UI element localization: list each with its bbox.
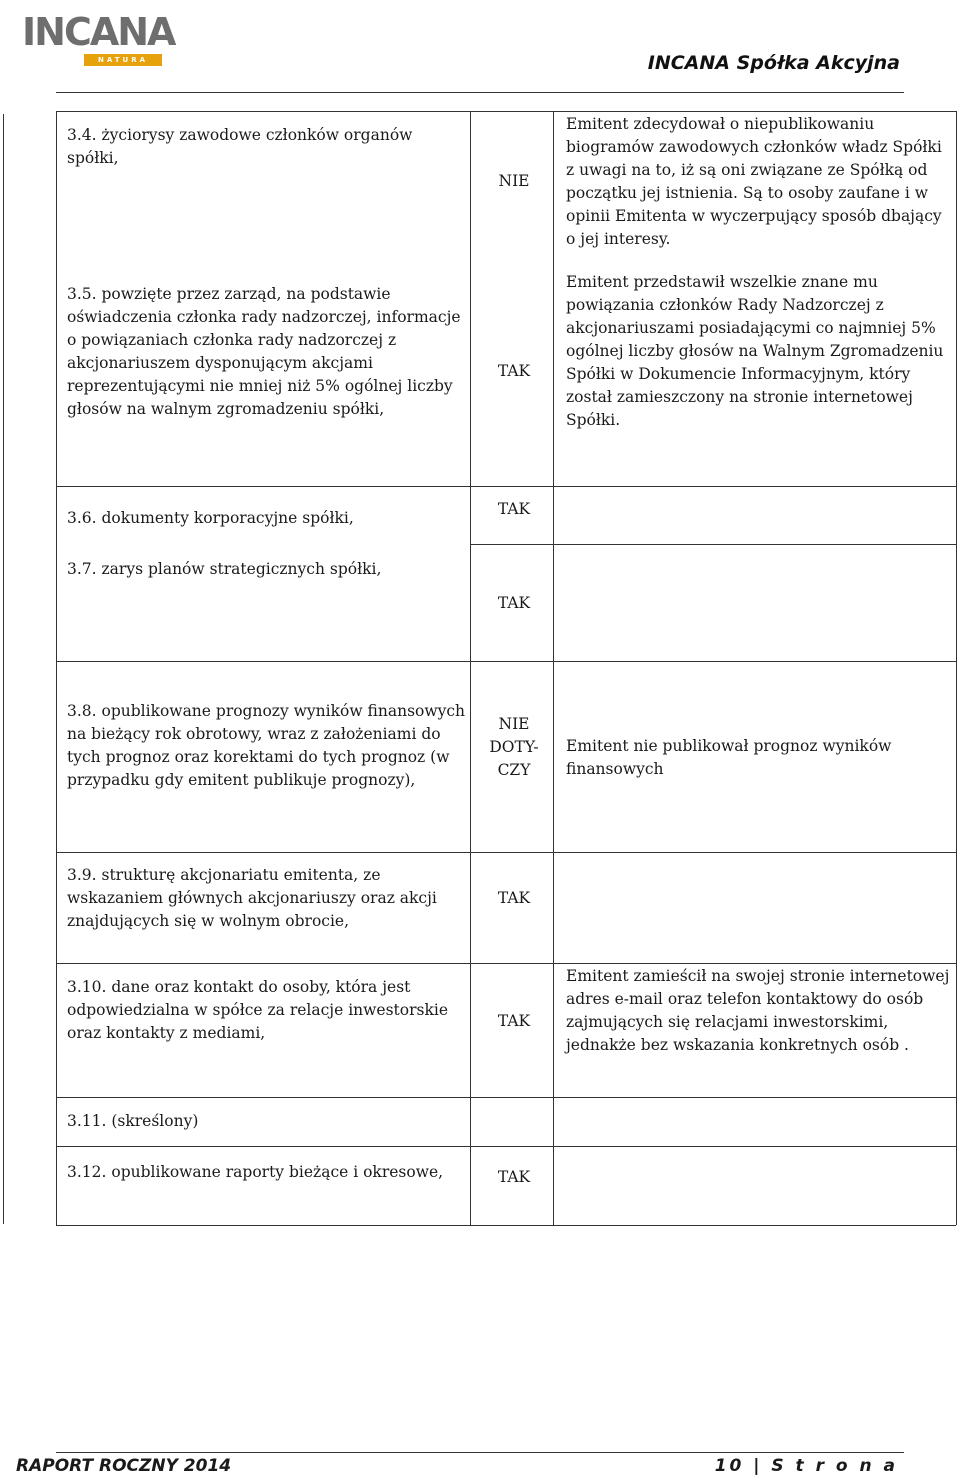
row-divider bbox=[56, 1146, 956, 1147]
row-answer: TAK bbox=[497, 889, 531, 907]
row-divider bbox=[56, 661, 956, 662]
row-divider bbox=[56, 486, 956, 487]
row-item-text: 3.8. opublikowane prognozy wyników finansowych na bieżący rok obrotowy, wraz z założeniami do tych prognoz oraz korektami do tych prognoz (w przypadku gdy emitent publikuje prognozy), bbox=[67, 702, 466, 789]
row-comment: Emitent zdecydował o niepublikowaniu biogramów zawodowych członków władz Spółki z uwagi na to, iż są oni związane ze Spółką od początku jej istnienia. Są to osoby zaufane i w opinii Emitenta w wyczerpujący sposób dbający o jej interesy. bbox=[566, 115, 942, 248]
logo-subtitle: NATURA bbox=[84, 54, 162, 66]
report-title: RAPORT ROCZNY 2014 bbox=[16, 1456, 232, 1476]
governance-table bbox=[56, 111, 957, 1225]
table-border-right bbox=[956, 111, 957, 1225]
header-divider bbox=[56, 92, 904, 93]
column-divider bbox=[470, 111, 471, 1225]
row-answer-line: CZY bbox=[497, 761, 531, 779]
row-answer: TAK bbox=[497, 362, 531, 380]
row-answer: TAK bbox=[497, 1012, 531, 1030]
company-name: INCANA Spółka Akcyjna bbox=[647, 52, 900, 74]
row-answer: TAK bbox=[497, 500, 531, 518]
row-comment: Emitent nie publikował prognoz wyników finansowych bbox=[566, 737, 892, 778]
table-border-bottom bbox=[56, 1225, 956, 1226]
incana-logo bbox=[22, 6, 175, 70]
row-divider bbox=[56, 1097, 956, 1098]
row-divider bbox=[56, 852, 956, 853]
row-answer: TAK bbox=[497, 1168, 531, 1186]
table-border-left bbox=[56, 111, 57, 1225]
row-item-text: 3.9. strukturę akcjonariatu emitenta, ze wskazaniem głównych akcjonariuszy oraz akcji znajdujących się w wolnym obrocie, bbox=[67, 866, 437, 930]
row-answer-line: DOTY- bbox=[489, 738, 539, 756]
row-item-text: 3.6. dokumenty korporacyjne spółki, bbox=[67, 509, 354, 527]
row-item-text: 3.5. powzięte przez zarząd, na podstawie oświadczenia członka rady nadzorczej, informacje o powiązaniach członka rady nadzorczej z akcjonariuszem dysponującym akcjami reprezentującymi nie mniej niż 5% ogólnej liczby głosów na walnym zgromadzeniu spółki, bbox=[67, 285, 461, 418]
column-divider bbox=[553, 111, 554, 1225]
row-item-text: 3.12. opublikowane raporty bieżące i okresowe, bbox=[67, 1163, 444, 1181]
row-comment: Emitent zamieścił na swojej stronie internetowej adres e-mail oraz telefon kontaktowy do osób zajmujących się relacjami inwestorskimi, jednakże bez wskazania konkretnych osób . bbox=[566, 967, 950, 1054]
logo-wordmark: INCANA bbox=[22, 10, 175, 54]
page-header bbox=[0, 0, 960, 100]
footer-divider bbox=[56, 1452, 904, 1453]
row-divider bbox=[470, 544, 956, 545]
row-comment: Emitent przedstawił wszelkie znane mu powiązania członków Rady Nadzorczej z akcjonariuszami posiadającymi co najmniej 5% ogólnej liczby głosów na Walnym Zgromadzeniu Spółki w Dokumencie Informacyjnym, który został zamieszczony na stronie internetowej Spółki. bbox=[566, 273, 944, 429]
table-border-top bbox=[56, 111, 956, 112]
row-answer: TAK bbox=[497, 594, 531, 612]
row-item-text: 3.11. (skreślony) bbox=[67, 1112, 199, 1130]
row-item-text: 3.10. dane oraz kontakt do osoby, która jest odpowiedzialna w spółce za relacje inwestorskie oraz kontakty z mediami, bbox=[67, 978, 448, 1042]
row-item-text: 3.7. zarys planów strategicznych spółki, bbox=[67, 560, 382, 578]
row-answer-line: NIE bbox=[498, 715, 530, 733]
row-item-text: 3.4. życiorysy zawodowe członków organów spółki, bbox=[67, 126, 413, 167]
row-divider bbox=[56, 963, 956, 964]
page-number: 10 | S t r o n a bbox=[714, 1456, 898, 1476]
margin-line bbox=[3, 114, 4, 1224]
row-answer: NIE bbox=[498, 172, 530, 190]
